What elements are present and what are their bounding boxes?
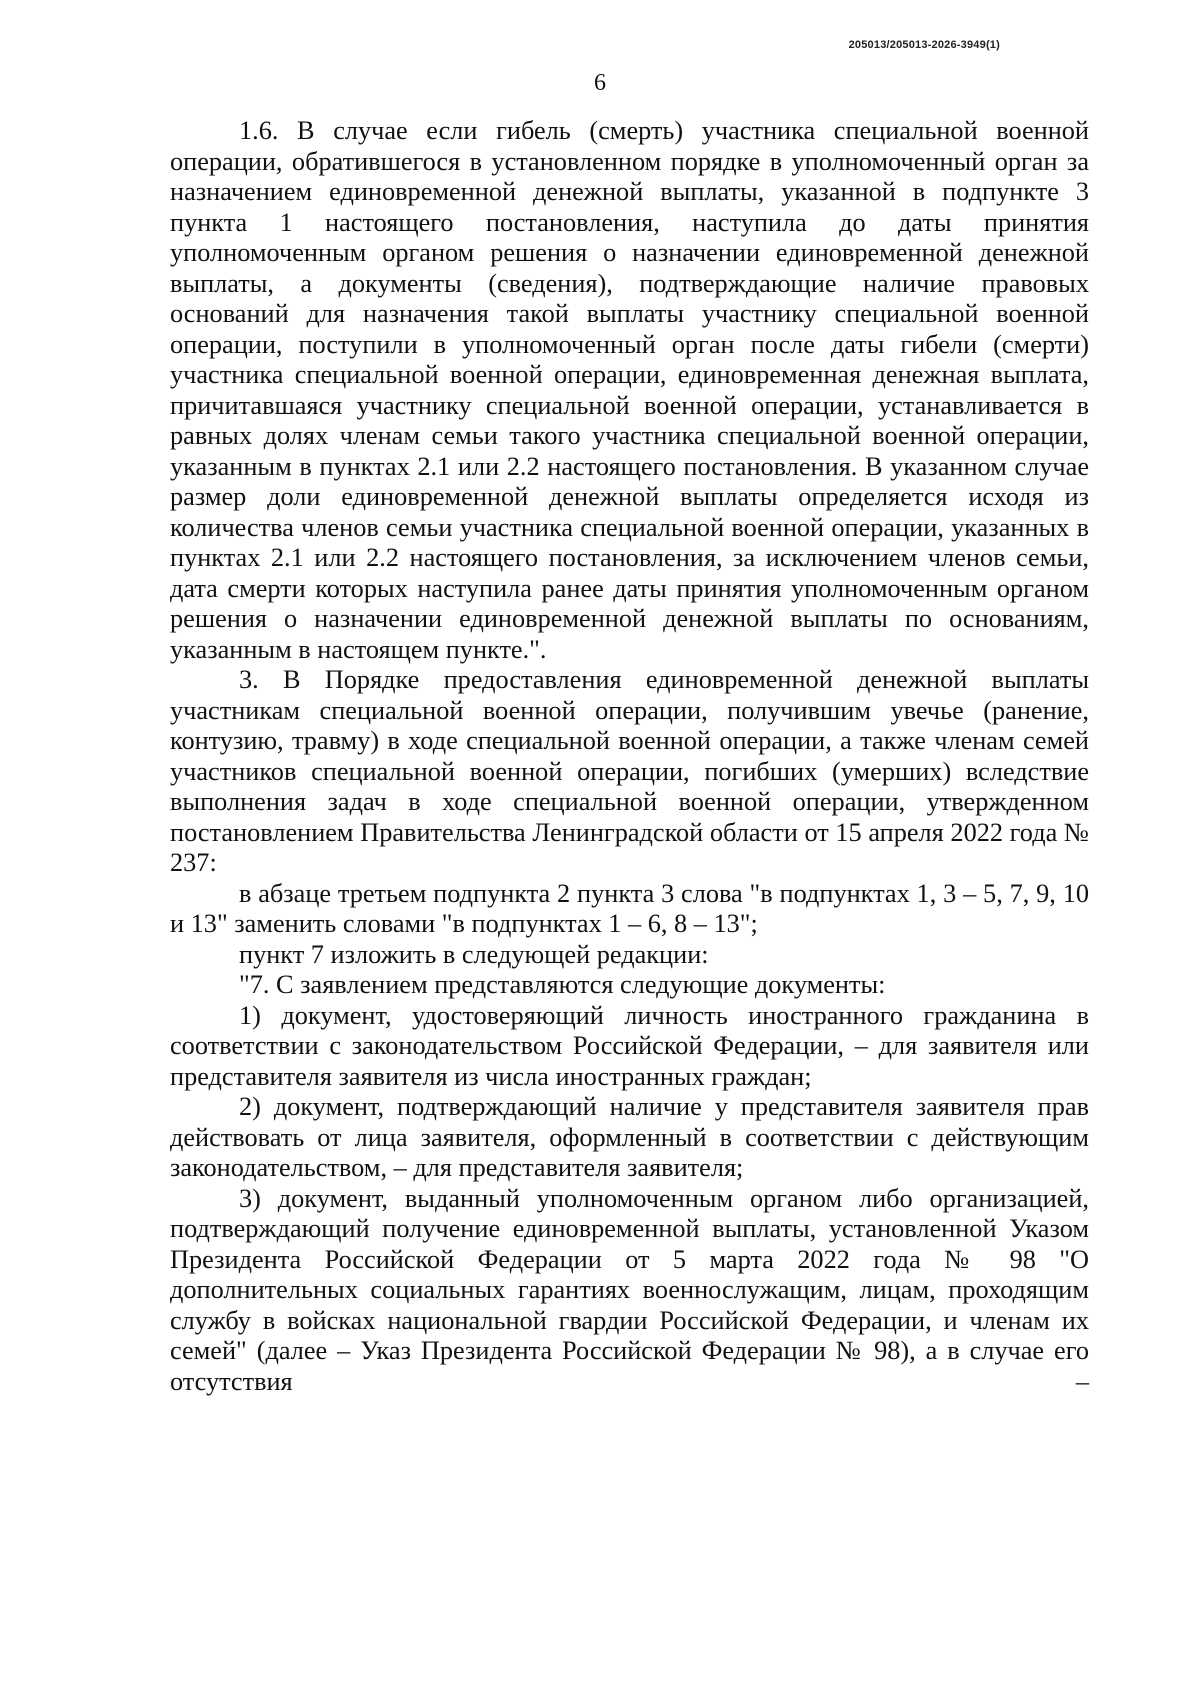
page-number: 6	[594, 70, 606, 96]
paragraph-1-6: 1.6. В случае если гибель (смерть) участника специальной военной операции, обратившегося в установленном порядке в уполномоченный орган за назначением единовременной денежной выплаты, указанной в подпункте 3 пункта 1 настоящего постановления, наступила до даты принятия уполномоченным органом решения о назначении единовременной денежной выплаты, а документы (сведения), подтверждающие наличие правовых оснований для назначения такой выплаты участнику специальной военной операции, поступили в уполномоченный орган после даты гибели (смерти) участника специальной военной операции, единовременная денежная выплата, причитавшаяся участнику специальной военной операции, устанавливается в равных долях членам семьи такого участника специальной военной операции, указанным в пунктах 2.1 или 2.2 настоящего постановления. В указанном случае размер доли единовременной денежной выплаты определяется исходя из количества членов семьи участника специальной военной операции, указанных в пунктах 2.1 или 2.2 настоящего постановления, за исключением членов семьи, дата смерти которых наступила ранее даты принятия уполномоченным органом решения о назначении единовременной денежной выплаты по основаниям, указанным в настоящем пункте.".	[170, 116, 1089, 664]
paragraph-7-heading: "7. С заявлением представляются следующие документы:	[239, 970, 886, 999]
paragraph-3: 3. В Порядке предоставления единовременной денежной выплаты участникам специальной военной операции, получившим увечье (ранение, контузию, травму) в ходе специальной военной операции, а также членам семей участников специальной военной операции, погибших (умерших) вследствие выполнения задач в ходе специальной военной операции, утвержденном постановлением Правительства Ленинградской области от 15 апреля 2022 года № 237:	[170, 665, 1089, 877]
document-body	[170, 116, 1089, 1397]
document-id: 205013/205013-2026-3949(1)	[848, 39, 1000, 51]
paragraph-7-item-1: 1) документ, удостоверяющий личность иностранного гражданина в соответствии с законодательством Российской Федерации, – для заявителя или представителя заявителя из числа иностранных граждан;	[170, 1000, 1089, 1091]
paragraph-7-item-2: 2) документ, подтверждающий наличие у представителя заявителя прав действовать от лица заявителя, оформленный в соответствии с действующим законодательством, – для представителя заявителя;	[170, 1092, 1089, 1182]
paragraph-punkt-7-intro: пункт 7 изложить в следующей редакции:	[239, 939, 709, 969]
paragraph-abzac-third: в абзаце третьем подпункта 2 пункта 3 слова "в подпунктах 1, 3 – 5, 7, 9, 10 и 13" заменить словами "в подпунктах 1 – 6, 8 – 13";	[170, 878, 1089, 938]
paragraph-7-item-3: 3) документ, выданный уполномоченным органом либо организацией, подтверждающий получение единовременной выплаты, установленной Указом Президента Российской Федерации от 5 марта 2022 года № 98 "О дополнительных социальных гарантиях военнослужащим, лицам, проходящим службу в войсках национальной гвардии Российской Федерации, и членам их семей" (далее – Указ Президента Российской Федерации № 98), а в случае его отсутствия –	[170, 1183, 1089, 1396]
